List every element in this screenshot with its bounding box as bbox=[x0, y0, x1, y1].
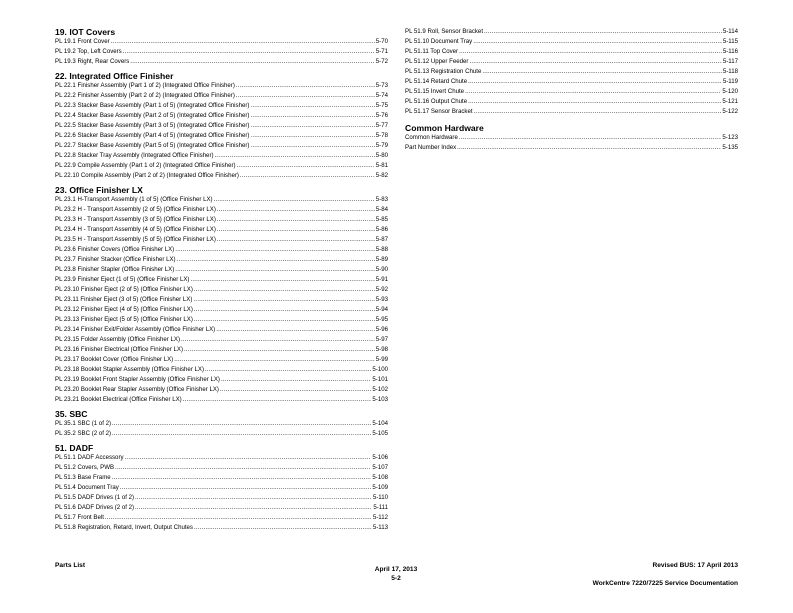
dot-leader bbox=[459, 47, 722, 57]
dot-leader bbox=[184, 345, 375, 355]
toc-entry[interactable] bbox=[55, 523, 388, 533]
toc-entry[interactable] bbox=[55, 275, 388, 285]
footer-section-name bbox=[55, 561, 85, 570]
toc-section bbox=[405, 27, 738, 117]
footer-date-page bbox=[340, 565, 452, 583]
entry-title: PL 23.15 Folder Assembly (Office Finisher LX) bbox=[55, 336, 180, 343]
dot-leader bbox=[205, 365, 371, 375]
entry-title: PL 23.1 H-Transport Assembly (1 of 5) (Office Finisher LX) bbox=[55, 196, 213, 203]
dot-leader bbox=[181, 335, 375, 345]
entry-title: PL 22.8 Stacker Tray Assembly (Integrated Office Finisher) bbox=[55, 152, 214, 159]
entry-title: PL 23.16 Finisher Electrical (Office Finisher LX) bbox=[55, 346, 184, 353]
toc-entry[interactable] bbox=[55, 345, 388, 355]
dot-leader bbox=[221, 375, 371, 385]
toc-entry[interactable] bbox=[55, 255, 388, 265]
entry-page-number: 5-95 bbox=[375, 316, 388, 323]
dot-leader bbox=[120, 483, 372, 493]
entry-title: PL 35.2 SBC (2 of 2) bbox=[55, 430, 112, 437]
entry-title: PL 19.2 Top, Left Covers bbox=[55, 48, 122, 55]
toc-entry[interactable] bbox=[55, 375, 388, 385]
entry-title: PL 23.13 Finisher Eject (5 of 5) (Office Finisher LX) bbox=[55, 316, 193, 323]
dot-leader bbox=[194, 285, 375, 295]
entry-page-number: 5-85 bbox=[375, 216, 388, 223]
entry-page-number: 5-92 bbox=[375, 286, 388, 293]
dot-leader bbox=[250, 141, 374, 151]
entry-page-number: 5-83 bbox=[375, 196, 388, 203]
entry-title: PL 23.3 H - Transport Assembly (3 of 5) (Office Finisher LX) bbox=[55, 216, 216, 223]
entry-page-number: 5-122 bbox=[722, 108, 738, 115]
entry-title: Part Number Index bbox=[405, 144, 457, 151]
dot-leader bbox=[194, 523, 372, 533]
toc-entry[interactable] bbox=[405, 87, 738, 97]
entry-page-number: 5-74 bbox=[375, 92, 388, 99]
toc-right-column bbox=[405, 27, 738, 153]
dot-leader bbox=[236, 81, 375, 91]
dot-leader bbox=[250, 101, 374, 111]
toc-entry[interactable] bbox=[55, 235, 388, 245]
dot-leader bbox=[175, 265, 375, 275]
toc-entry[interactable] bbox=[55, 111, 388, 121]
dot-leader bbox=[216, 325, 375, 335]
entry-title: PL 23.17 Booklet Cover (Office Finisher LX) bbox=[55, 356, 174, 363]
entry-page-number: 5-101 bbox=[372, 376, 388, 383]
entry-title: PL 23.19 Booklet Front Stapler Assembly (Office Finisher LX) bbox=[55, 376, 220, 383]
entry-title: PL 23.5 H - Transport Assembly (5 of 5) (Office Finisher LX) bbox=[55, 236, 216, 243]
entry-page-number: 5-84 bbox=[375, 206, 388, 213]
entry-title: PL 51.14 Retard Chute bbox=[405, 78, 468, 85]
dot-leader bbox=[468, 97, 721, 107]
entry-title: PL 22.4 Stacker Base Assembly (Part 2 of 5) (Integrated Office Finisher) bbox=[55, 112, 250, 119]
entry-page-number: 5-73 bbox=[375, 82, 388, 89]
dot-leader bbox=[183, 395, 372, 405]
toc-entry[interactable] bbox=[55, 429, 388, 439]
toc-entry[interactable] bbox=[55, 81, 388, 91]
toc-entry[interactable] bbox=[55, 215, 388, 225]
toc-entry[interactable] bbox=[55, 325, 388, 335]
entry-page-number: 5-75 bbox=[375, 102, 388, 109]
toc-section bbox=[55, 409, 388, 439]
dot-leader bbox=[250, 131, 374, 141]
entry-page-number: 5-79 bbox=[375, 142, 388, 149]
toc-entry[interactable] bbox=[55, 355, 388, 365]
dot-leader bbox=[217, 205, 375, 215]
entry-title: PL 51.8 Registration, Retard, Invert, Output Chutes bbox=[55, 524, 193, 531]
dot-leader bbox=[484, 27, 722, 37]
dot-leader bbox=[194, 315, 375, 325]
dot-leader bbox=[240, 171, 375, 181]
entry-page-number: 5-104 bbox=[372, 420, 388, 427]
dot-leader bbox=[123, 47, 375, 57]
entry-page-number: 5-119 bbox=[722, 78, 738, 85]
entry-page-number: 5-71 bbox=[375, 48, 388, 55]
entry-page-number: 5-103 bbox=[372, 396, 388, 403]
dot-leader bbox=[194, 305, 375, 315]
toc-entry[interactable] bbox=[55, 161, 388, 171]
toc-entry[interactable] bbox=[405, 107, 738, 117]
entry-title: PL 23.14 Finisher Exit/Folder Assembly (Office Finisher LX) bbox=[55, 326, 216, 333]
toc-entry[interactable] bbox=[405, 143, 738, 153]
entry-title: PL 51.7 Front Belt bbox=[55, 514, 104, 521]
entry-page-number: 5-107 bbox=[372, 464, 388, 471]
section-heading: 35. SBC bbox=[55, 409, 88, 419]
dot-leader bbox=[250, 121, 374, 131]
dot-leader bbox=[215, 151, 375, 161]
footer-page-number: 5-2 bbox=[391, 575, 401, 582]
toc-entry[interactable] bbox=[55, 141, 388, 151]
entry-title: PL 51.10 Document Tray bbox=[405, 38, 473, 45]
toc-entry[interactable] bbox=[55, 151, 388, 161]
dot-leader bbox=[174, 355, 375, 365]
toc-entry[interactable] bbox=[55, 171, 388, 181]
entry-page-number: 5-80 bbox=[375, 152, 388, 159]
section-heading: 19. IOT Covers bbox=[55, 27, 116, 37]
entry-title: PL 23.9 Finisher Eject (1 of 5) (Office Finisher LX) bbox=[55, 276, 190, 283]
dot-leader bbox=[111, 37, 375, 47]
dot-leader bbox=[112, 473, 372, 483]
entry-title: PL 23.11 Finisher Eject (3 of 5) (Office Finisher LX) bbox=[55, 296, 193, 303]
entry-page-number: 5-88 bbox=[375, 246, 388, 253]
entry-title: PL 22.2 Finisher Assembly (Part 2 of 2) (Integrated Office Finisher) bbox=[55, 92, 235, 99]
entry-page-number: 5-118 bbox=[722, 68, 738, 75]
dot-leader bbox=[457, 143, 721, 153]
dot-leader bbox=[459, 133, 722, 143]
entry-title: PL 51.5 DADF Drives (1 of 2) bbox=[55, 494, 135, 501]
entry-title: PL 51.13 Registration Chute bbox=[405, 68, 482, 75]
toc-entry[interactable] bbox=[55, 195, 388, 205]
dot-leader bbox=[214, 195, 375, 205]
section-heading: 23. Office Finisher LX bbox=[55, 185, 143, 195]
toc-left-column bbox=[55, 27, 388, 533]
dot-leader bbox=[473, 37, 722, 47]
dot-leader bbox=[190, 275, 374, 285]
toc-entry[interactable] bbox=[55, 245, 388, 255]
entry-title: PL 22.7 Stacker Base Assembly (Part 5 of 5) (Integrated Office Finisher) bbox=[55, 142, 250, 149]
entry-page-number: 5-102 bbox=[372, 386, 388, 393]
toc-entry[interactable] bbox=[405, 37, 738, 47]
toc-entry[interactable] bbox=[55, 101, 388, 111]
entry-title: PL 19.3 Right, Rear Covers bbox=[55, 58, 130, 65]
toc-entry[interactable] bbox=[55, 305, 388, 315]
toc-entry[interactable] bbox=[405, 67, 738, 77]
dot-leader bbox=[175, 245, 375, 255]
entry-title: PL 23.6 Finisher Covers (Office Finisher LX) bbox=[55, 246, 175, 253]
entry-page-number: 5-106 bbox=[372, 454, 388, 461]
dot-leader bbox=[220, 385, 371, 395]
toc-entry[interactable] bbox=[55, 285, 388, 295]
entry-page-number: 5-99 bbox=[375, 356, 388, 363]
dot-leader bbox=[482, 67, 722, 77]
toc-entry[interactable] bbox=[55, 225, 388, 235]
toc-entry[interactable] bbox=[55, 419, 388, 429]
entry-title: PL 35.1 SBC (1 of 2) bbox=[55, 420, 112, 427]
entry-title: PL 51.1 DADF Accessory bbox=[55, 454, 124, 461]
entry-page-number: 5-93 bbox=[375, 296, 388, 303]
entry-page-number: 5-135 bbox=[722, 144, 738, 151]
toc-entry[interactable] bbox=[405, 133, 738, 143]
entry-page-number: 5-123 bbox=[722, 134, 738, 141]
entry-title: PL 23.12 Finisher Eject (4 of 5) (Office Finisher LX) bbox=[55, 306, 193, 313]
section-heading: 22. Integrated Office Finisher bbox=[55, 71, 174, 81]
toc-section bbox=[405, 123, 738, 153]
entry-page-number: 5-78 bbox=[375, 132, 388, 139]
dot-leader bbox=[105, 513, 372, 523]
toc-entry[interactable] bbox=[405, 27, 738, 37]
section-heading: Common Hardware bbox=[405, 123, 484, 133]
toc-entry[interactable] bbox=[55, 513, 388, 523]
dot-leader bbox=[236, 91, 375, 101]
dot-leader bbox=[135, 493, 372, 503]
toc-entry[interactable] bbox=[55, 395, 388, 405]
entry-page-number: 5-96 bbox=[375, 326, 388, 333]
entry-title: PL 23.8 Finisher Stapler (Office Finisher LX) bbox=[55, 266, 175, 273]
entry-title: PL 23.10 Finisher Eject (2 of 5) (Office Finisher LX) bbox=[55, 286, 193, 293]
toc-entry[interactable] bbox=[55, 37, 388, 47]
dot-leader bbox=[250, 111, 374, 121]
footer-revised: Revised BUS: 17 April 2013 bbox=[652, 562, 738, 569]
dot-leader bbox=[135, 503, 372, 513]
entry-title: PL 51.17 Sensor Bracket bbox=[405, 108, 473, 115]
entry-title: PL 23.20 Booklet Rear Stapler Assembly (Office Finisher LX) bbox=[55, 386, 219, 393]
footer-revision bbox=[593, 561, 738, 588]
toc-entry[interactable] bbox=[55, 335, 388, 345]
dot-leader bbox=[465, 87, 721, 97]
entry-page-number: 5-76 bbox=[375, 112, 388, 119]
entry-page-number: 5-97 bbox=[375, 336, 388, 343]
dot-leader bbox=[217, 225, 375, 235]
toc-entry[interactable] bbox=[55, 385, 388, 395]
toc-entry[interactable] bbox=[55, 463, 388, 473]
entry-title: PL 23.7 Finisher Stacker (Office Finisher LX) bbox=[55, 256, 176, 263]
entry-title: PL 51.3 Base Frame bbox=[55, 474, 111, 481]
entry-page-number: 5-120 bbox=[722, 88, 738, 95]
entry-page-number: 5-72 bbox=[375, 58, 388, 65]
toc-entry[interactable] bbox=[405, 57, 738, 67]
toc-entry[interactable] bbox=[55, 265, 388, 275]
entry-page-number: 5-116 bbox=[722, 48, 738, 55]
entry-title: PL 22.1 Finisher Assembly (Part 1 of 2) (Integrated Office Finisher) bbox=[55, 82, 235, 89]
toc-entry[interactable] bbox=[55, 131, 388, 141]
toc-entry[interactable] bbox=[55, 315, 388, 325]
entry-page-number: 5-86 bbox=[375, 226, 388, 233]
dot-leader bbox=[130, 57, 375, 67]
entry-title: PL 51.16 Output Chute bbox=[405, 98, 468, 105]
toc-entry[interactable] bbox=[55, 483, 388, 493]
toc-entry[interactable] bbox=[405, 47, 738, 57]
dot-leader bbox=[115, 463, 371, 473]
dot-leader bbox=[217, 215, 375, 225]
entry-title: PL 51.6 DADF Drives (2 of 2) bbox=[55, 504, 135, 511]
entry-title: PL 22.5 Stacker Base Assembly (Part 3 of 5) (Integrated Office Finisher) bbox=[55, 122, 250, 129]
entry-title: PL 22.9 Compile Assembly (Part 1 of 2) (Integrated Office Finisher) bbox=[55, 162, 236, 169]
entry-page-number: 5-100 bbox=[372, 366, 388, 373]
entry-page-number: 5-81 bbox=[375, 162, 388, 169]
entry-page-number: 5-117 bbox=[722, 58, 738, 65]
entry-page-number: 5-112 bbox=[372, 514, 388, 521]
entry-page-number: 5-90 bbox=[375, 266, 388, 273]
dot-leader bbox=[112, 429, 371, 439]
entry-page-number: 5-109 bbox=[372, 484, 388, 491]
entry-page-number: 5-115 bbox=[722, 38, 738, 45]
footer-document-title: WorkCentre 7220/7225 Service Documentation bbox=[592, 580, 738, 587]
entry-title: PL 23.21 Booklet Electrical (Office Finisher LX) bbox=[55, 396, 182, 403]
toc-entry[interactable] bbox=[55, 205, 388, 215]
footer-date: April 17, 2013 bbox=[374, 566, 418, 573]
entry-page-number: 5-110 bbox=[372, 494, 388, 501]
toc-entry[interactable] bbox=[55, 503, 388, 513]
entry-title: PL 23.2 H - Transport Assembly (2 of 5) (Office Finisher LX) bbox=[55, 206, 216, 213]
dot-leader bbox=[468, 77, 722, 87]
entry-page-number: 5-121 bbox=[722, 98, 738, 105]
entry-page-number: 5-113 bbox=[372, 524, 388, 531]
entry-page-number: 5-82 bbox=[375, 172, 388, 179]
entry-page-number: 5-98 bbox=[375, 346, 388, 353]
entry-title: PL 51.11 Top Cover bbox=[405, 48, 459, 55]
entry-title: PL 22.3 Stacker Base Assembly (Part 1 of 5) (Integrated Office Finisher) bbox=[55, 102, 250, 109]
entry-title: PL 23.18 Booklet Stapler Assembly (Office Finisher LX) bbox=[55, 366, 205, 373]
toc-entry[interactable] bbox=[55, 473, 388, 483]
entry-title: PL 19.1 Front Cover bbox=[55, 38, 110, 45]
toc-section bbox=[55, 27, 388, 67]
dot-leader bbox=[193, 295, 374, 305]
toc-section bbox=[55, 185, 388, 405]
toc-entry[interactable] bbox=[55, 57, 388, 67]
dot-leader bbox=[112, 419, 371, 429]
entry-title: PL 51.2 Covers, PWB bbox=[55, 464, 115, 471]
toc-entry[interactable] bbox=[55, 365, 388, 375]
entry-title: PL 22.10 Compile Assembly (Part 2 of 2) (Integrated Office Finisher) bbox=[55, 172, 239, 179]
dot-leader bbox=[474, 107, 722, 117]
dot-leader bbox=[177, 255, 375, 265]
toc-entry[interactable] bbox=[55, 295, 388, 305]
entry-page-number: 5-70 bbox=[375, 38, 388, 45]
entry-page-number: 5-91 bbox=[375, 276, 388, 283]
entry-title: PL 22.6 Stacker Base Assembly (Part 4 of 5) (Integrated Office Finisher) bbox=[55, 132, 250, 139]
toc-section bbox=[55, 443, 388, 533]
entry-page-number: 5-94 bbox=[375, 306, 388, 313]
toc-entry[interactable] bbox=[55, 47, 388, 57]
toc-section bbox=[55, 71, 388, 181]
dot-leader bbox=[217, 235, 375, 245]
toc-entry[interactable] bbox=[405, 97, 738, 107]
dot-leader bbox=[237, 161, 375, 171]
entry-title: PL 51.4 Document Tray bbox=[55, 484, 119, 491]
entry-page-number: 5-111 bbox=[373, 504, 388, 511]
entry-page-number: 5-114 bbox=[722, 28, 738, 35]
section-heading: 51. DADF bbox=[55, 443, 94, 453]
entry-title: Common Hardware bbox=[405, 134, 458, 141]
entry-title: PL 51.15 Invert Chute bbox=[405, 88, 465, 95]
toc-entry[interactable] bbox=[55, 493, 388, 503]
entry-page-number: 5-108 bbox=[372, 474, 388, 481]
toc-entry[interactable] bbox=[405, 77, 738, 87]
entry-page-number: 5-105 bbox=[372, 430, 388, 437]
dot-leader bbox=[469, 57, 721, 67]
entry-title: PL 23.4 H - Transport Assembly (4 of 5) (Office Finisher LX) bbox=[55, 226, 216, 233]
entry-title: PL 51.9 Roll, Sensor Bracket bbox=[405, 28, 484, 35]
toc-entry[interactable] bbox=[55, 121, 388, 131]
toc-entry[interactable] bbox=[55, 91, 388, 101]
toc-entry[interactable] bbox=[55, 453, 388, 463]
entry-page-number: 5-89 bbox=[375, 256, 388, 263]
entry-title: PL 51.12 Upper Feeder bbox=[405, 58, 469, 65]
dot-leader bbox=[125, 453, 372, 463]
entry-page-number: 5-77 bbox=[375, 122, 388, 129]
footer-parts-list: Parts List bbox=[55, 562, 86, 569]
entry-page-number: 5-87 bbox=[375, 236, 388, 243]
